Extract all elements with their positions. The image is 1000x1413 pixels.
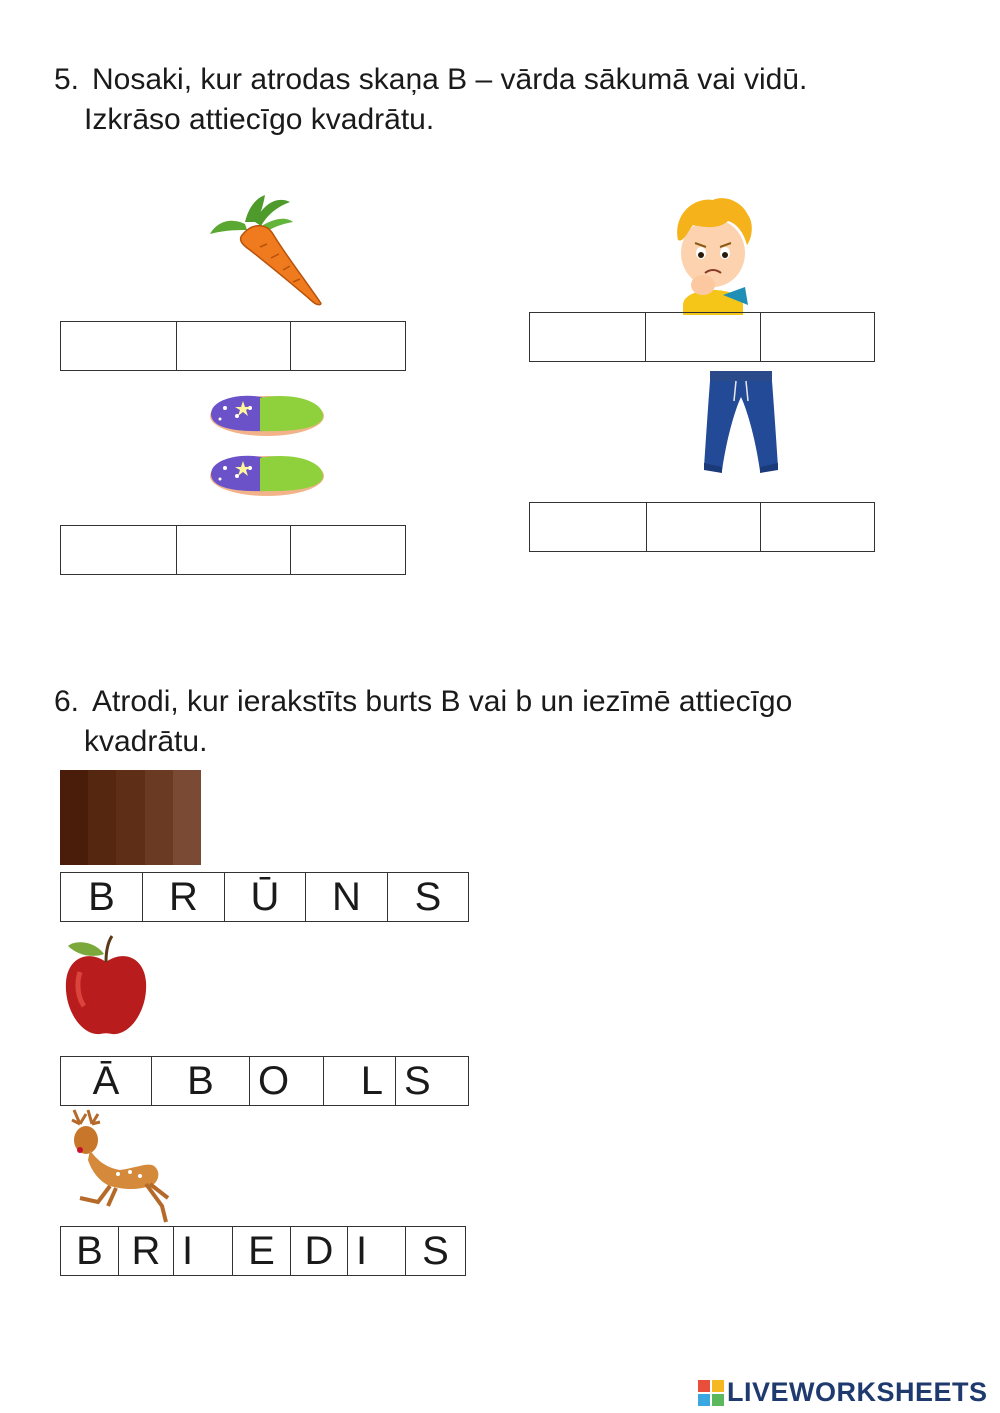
letter-box[interactable]: E (233, 1227, 291, 1275)
letter-box[interactable]: I (348, 1227, 406, 1275)
letter-box[interactable]: S (414, 874, 442, 919)
brown-shade (116, 770, 144, 865)
trousers-icon (700, 367, 782, 477)
carrot-icon (205, 192, 330, 307)
answer-box[interactable] (761, 503, 874, 551)
answer-boxes-carrot (60, 321, 406, 371)
letter-box[interactable]: R (119, 1227, 174, 1275)
task-5-line-2: Izkrāso attiecīgo kvadrātu. (84, 103, 435, 136)
slippers-icon (205, 386, 330, 501)
letter-box[interactable]: O (250, 1057, 324, 1105)
task-6-number: 6. (54, 685, 80, 718)
answer-boxes-slippers (60, 525, 406, 575)
answer-box[interactable] (291, 526, 405, 574)
answer-boxes-boy (529, 312, 875, 362)
answer-box[interactable] (61, 322, 177, 370)
deer-icon (58, 1106, 173, 1226)
brown-swatch-icon (60, 770, 201, 865)
task-5-instruction (54, 60, 807, 140)
word-bruns (60, 872, 469, 922)
letter-box[interactable]: B (61, 1227, 119, 1275)
letter-box[interactable]: D (291, 1227, 348, 1275)
task-6-instruction (54, 682, 792, 762)
answer-box[interactable] (291, 322, 405, 370)
answer-box[interactable] (530, 313, 646, 361)
letter-box[interactable]: S (422, 1228, 449, 1273)
letter-box[interactable]: L (324, 1057, 396, 1105)
letter-box[interactable]: I (174, 1227, 233, 1275)
answer-box[interactable] (647, 503, 761, 551)
sad-boy-icon (663, 195, 763, 315)
brown-shade (60, 770, 88, 865)
answer-box[interactable] (646, 313, 761, 361)
task-5-number: 5. (54, 63, 80, 96)
task-5-line-1: Nosaki, kur atrodas skaņa B – vārda sākumā vai vidū. (92, 63, 808, 96)
liveworksheets-logo (697, 1377, 988, 1408)
word-abols (60, 1056, 469, 1106)
letter-box[interactable]: B (61, 873, 143, 921)
brown-shade (173, 770, 201, 865)
answer-boxes-trousers (529, 502, 875, 552)
brand-name: LIVEWORKSHEETS (727, 1377, 988, 1407)
task-6-line-1: Atrodi, kur ierakstīts burts B vai b un iezīmē attiecīgo (92, 685, 793, 718)
letter-box[interactable]: B (152, 1057, 250, 1105)
letter-box[interactable]: S (404, 1058, 431, 1103)
apple-icon (60, 932, 152, 1040)
answer-box[interactable] (530, 503, 647, 551)
liveworksheets-logo-icon (697, 1379, 725, 1407)
answer-box[interactable] (177, 322, 291, 370)
answer-box[interactable] (761, 313, 874, 361)
answer-box[interactable] (177, 526, 291, 574)
letter-box[interactable]: N (306, 873, 388, 921)
letter-box[interactable]: Ū (225, 873, 306, 921)
brown-shade (88, 770, 116, 865)
word-briedis (60, 1226, 466, 1276)
letter-box[interactable]: R (143, 873, 225, 921)
brown-shade (145, 770, 173, 865)
letter-box[interactable]: Ā (61, 1057, 152, 1105)
answer-box[interactable] (61, 526, 177, 574)
task-6-line-2: kvadrātu. (84, 725, 208, 758)
